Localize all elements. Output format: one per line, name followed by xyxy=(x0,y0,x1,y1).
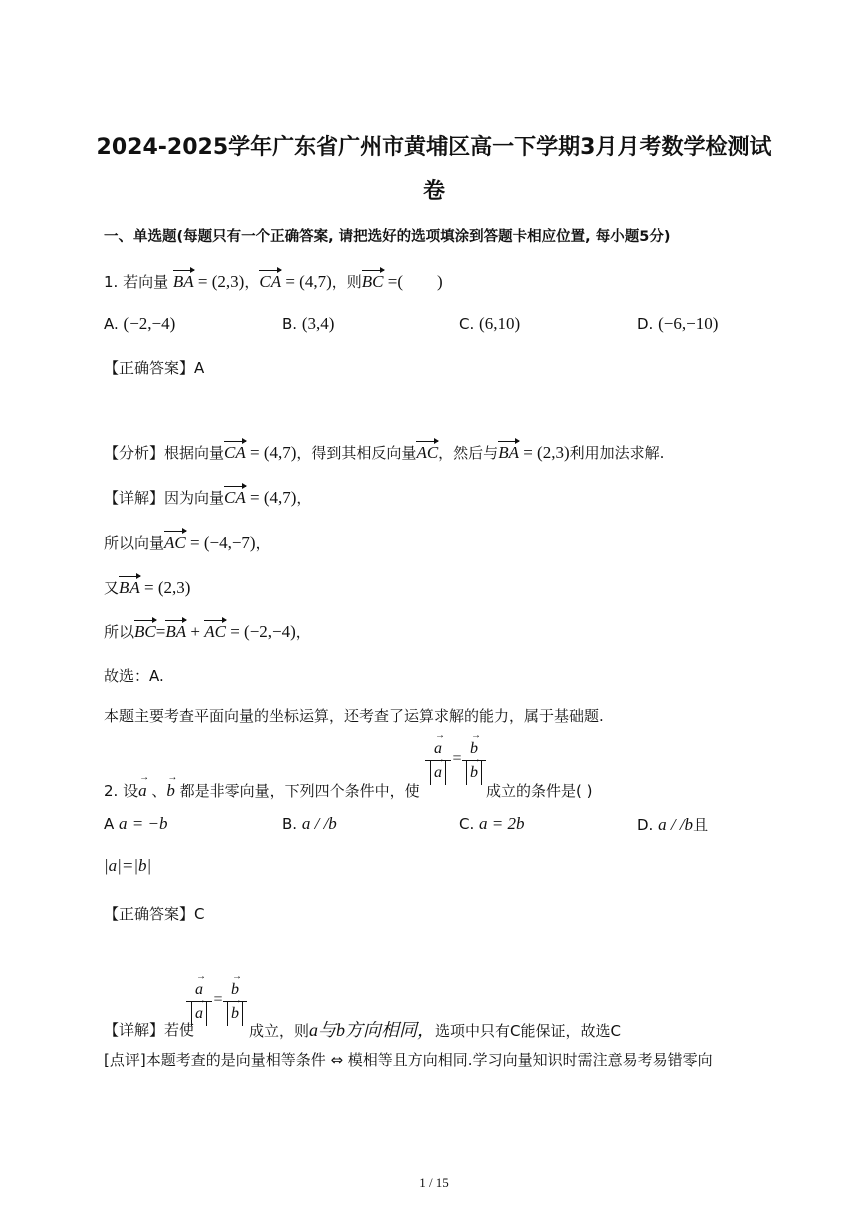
vector-ba: BA xyxy=(172,272,194,291)
vector-value: = (4,7) xyxy=(281,272,332,291)
option-value: a = 2b xyxy=(479,814,525,833)
question-2-tail: 成立的条件是( ) xyxy=(486,782,593,800)
answer-2: 【正确答案】C xyxy=(104,905,205,923)
section-heading: 一、单选题(每题只有一个正确答案, 请把选好的选项填涂到答题卡相应位置, 每小题5分) xyxy=(104,229,671,245)
vector-ac: AC xyxy=(416,443,439,462)
option-d xyxy=(637,314,718,334)
option-label: B. xyxy=(282,815,298,833)
option-value: (−6,−10) xyxy=(658,314,719,333)
option-tail: 且 xyxy=(693,816,709,834)
detail-text: 成立，则 xyxy=(249,1022,310,1040)
vector-value: = (2,3) xyxy=(518,443,570,462)
option-label: A. xyxy=(104,315,119,333)
option-label: D. xyxy=(637,816,654,834)
separator: ， xyxy=(296,489,312,507)
detail-text: 所以 xyxy=(104,623,135,641)
question-text: 设 xyxy=(123,782,139,800)
option-value: a = −b xyxy=(119,814,168,833)
comment-2: [点评]本题考查的是向量相等条件 ⇔ 模相等且方向相同.学习向量知识时需注意易考易错零向 xyxy=(104,1051,713,1069)
vector-value: = (2,3) xyxy=(139,578,191,597)
page-number: 1 / 15 xyxy=(419,1175,449,1190)
detail-text: 所以向量 xyxy=(104,534,165,552)
option-value: (6,10) xyxy=(479,314,521,333)
detail-text: 【详解】因为向量 xyxy=(104,489,225,507)
analysis-text: ，得到其相反向量 xyxy=(296,444,417,462)
detail-1-line2 xyxy=(104,533,271,553)
vector-bc: BC xyxy=(361,272,384,291)
fraction-a-over-abs-a xyxy=(425,738,451,785)
question-text: 都是非零向量，下列四个条件中，使 xyxy=(174,782,420,800)
option-label: A xyxy=(104,815,115,833)
vector-ca: CA xyxy=(224,443,246,462)
option-d xyxy=(637,814,708,835)
vector-a: → a xyxy=(195,1002,203,1026)
option-c xyxy=(459,814,525,834)
vector-ba: BA xyxy=(165,622,187,641)
question-number: 1. xyxy=(104,273,124,291)
fraction-b-over-abs-b xyxy=(462,738,486,785)
separator: ，则 xyxy=(331,273,362,291)
option-b xyxy=(282,314,334,334)
separator: 、 xyxy=(146,782,167,800)
equals: = xyxy=(452,750,462,767)
equals: = xyxy=(155,622,166,641)
vector-b: → b xyxy=(470,761,478,785)
option-value: a / /b xyxy=(658,815,694,834)
option-label: C. xyxy=(459,315,475,333)
vector-ca: CA xyxy=(259,272,282,291)
question-text: 若向量 xyxy=(123,273,169,291)
separator: ， xyxy=(255,534,271,552)
separator: ， xyxy=(295,623,311,641)
option-a xyxy=(104,314,175,334)
detail-2 xyxy=(104,1020,194,1040)
result-value: = (−2,−4) xyxy=(225,622,296,641)
analysis-text: ，然后与 xyxy=(438,444,499,462)
plus: + xyxy=(186,622,205,641)
option-value: (−2,−4) xyxy=(123,314,176,333)
option-label: B. xyxy=(282,315,298,333)
vector-a: → a xyxy=(434,761,442,785)
analysis-1 xyxy=(104,443,664,463)
detail-text: 【详解】若使 xyxy=(104,1021,195,1039)
vector-a: → a xyxy=(138,781,147,801)
option-c xyxy=(459,314,520,334)
vector-value: = (−4,−7) xyxy=(185,533,256,552)
vector-ac: AC xyxy=(204,622,226,641)
detail-2-tail xyxy=(249,1020,621,1041)
vector-value: = (4,7) xyxy=(245,488,297,507)
vector-b: → b xyxy=(231,1002,239,1026)
option-b xyxy=(282,814,337,834)
equals: = xyxy=(213,991,223,1008)
vector-b: → b xyxy=(166,781,175,801)
detail-1-line4 xyxy=(104,622,311,642)
vector-value: = (4,7) xyxy=(245,443,297,462)
question-1 xyxy=(104,272,443,292)
vector-value: = (2,3) xyxy=(193,272,245,291)
detail-1-summary: 本题主要考查平面向量的坐标运算，还考查了运算求解的能力，属于基础题. xyxy=(104,707,604,725)
vector-bc: BC xyxy=(134,622,156,641)
separator: ， xyxy=(244,273,260,291)
answer-1: 【正确答案】A xyxy=(104,359,205,377)
vector-b: → b xyxy=(231,979,239,1001)
detail-text: 选项中只有C能保证，故选C xyxy=(435,1022,621,1040)
document-title-line2: 卷 xyxy=(422,179,445,204)
option-label: C. xyxy=(459,815,475,833)
option-value: a / /b xyxy=(301,814,337,833)
document-title-line1: 2024-2025学年广东省广州市黄埔区高一下学期3月月考数学检测试 xyxy=(96,135,772,160)
analysis-text: 利用加法求解. xyxy=(569,444,665,462)
vector-b: → b xyxy=(470,738,478,760)
vector-ac: AC xyxy=(164,533,186,552)
vector-a: → a xyxy=(195,979,203,1001)
option-value: (3,4) xyxy=(301,314,335,333)
vector-ba: BA xyxy=(119,578,140,597)
question-number: 2. xyxy=(104,782,124,800)
blank-paren: =( ) xyxy=(383,272,443,291)
detail-text: 又 xyxy=(104,579,120,597)
detail-1-line1 xyxy=(104,488,311,508)
detail-1-line3 xyxy=(104,578,190,598)
vector-ba: BA xyxy=(498,443,519,462)
vector-ca: CA xyxy=(224,488,246,507)
vector-a: → a xyxy=(434,738,442,760)
option-a xyxy=(104,814,168,834)
question-2 xyxy=(104,781,420,801)
fraction-a-over-abs-a xyxy=(186,979,212,1026)
option-value: |a|=|b| xyxy=(104,856,152,875)
fraction-b-over-abs-b xyxy=(223,979,247,1026)
detail-math-text: a与b方向相同， xyxy=(309,1020,436,1040)
analysis-text: 【分析】根据向量 xyxy=(104,444,225,462)
option-label: D. xyxy=(637,315,654,333)
detail-1-choice: 故选：A. xyxy=(104,667,164,685)
option-d-continued xyxy=(104,856,151,876)
